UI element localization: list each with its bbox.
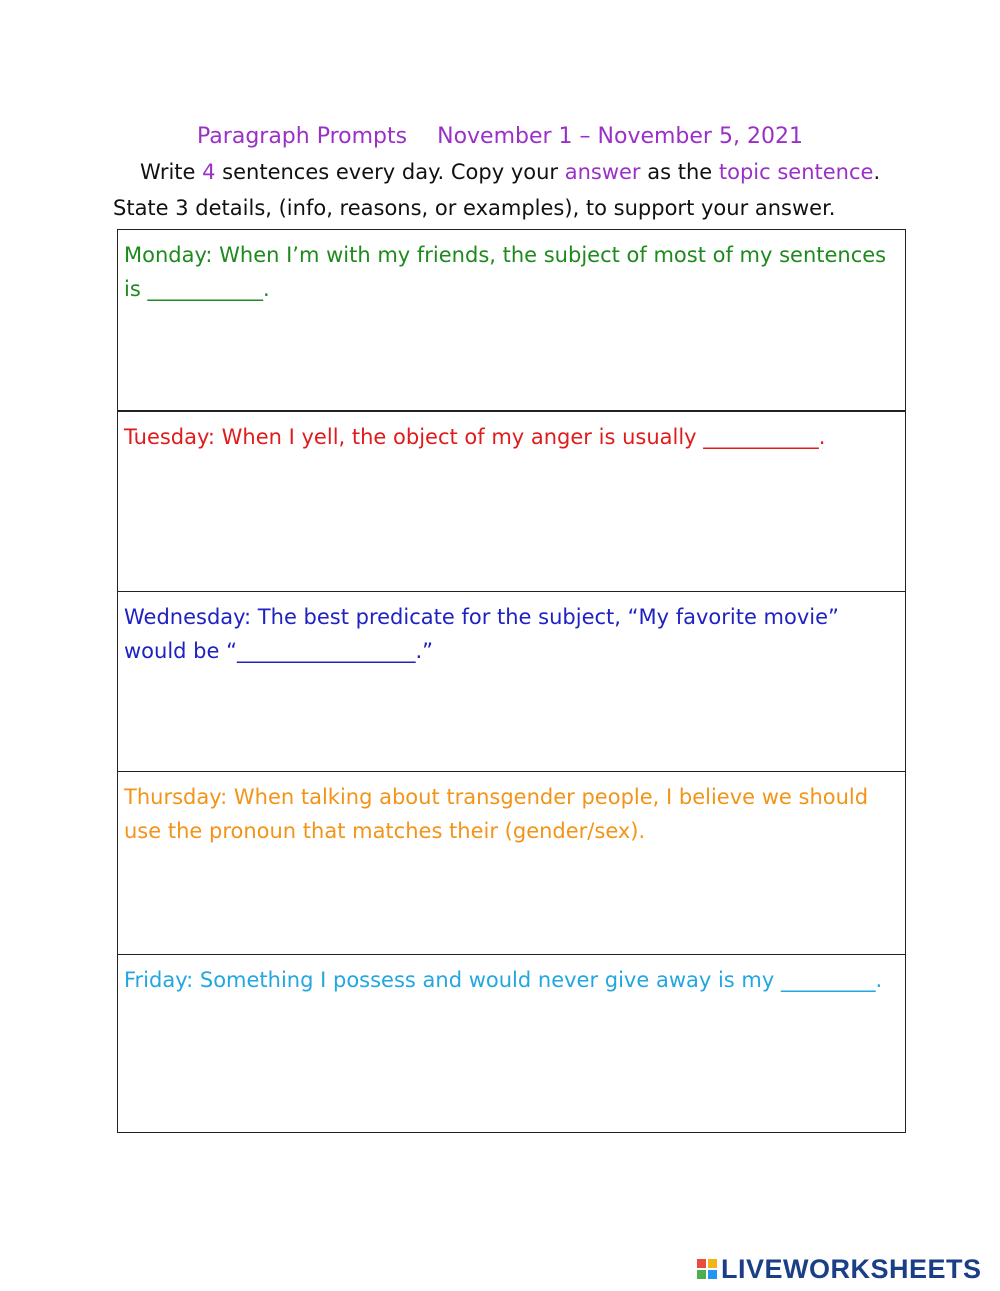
- worksheet-title: [0, 124, 1000, 149]
- instructions-line-1: Write 4 sentences every day. Copy your answer as the topic sentence.: [140, 160, 881, 184]
- title-left: Paragraph Prompts: [197, 124, 408, 149]
- answer-word: answer: [564, 160, 641, 184]
- prompt-row-friday[interactable]: [118, 955, 905, 1132]
- prompt-text-tuesday: Tuesday: When I yell, the object of my anger is usually ___________.: [124, 425, 826, 449]
- liveworksheets-logo[interactable]: [697, 1255, 982, 1283]
- prompt-text-wednesday: Wednesday: The best predicate for the subject, “My favorite movie” would be “_________________.”: [124, 605, 839, 663]
- logo-text: LIVEWORKSHEETS: [721, 1253, 982, 1284]
- prompt-row-tuesday[interactable]: [118, 412, 905, 592]
- prompt-text-monday: Monday: When I’m with my friends, the subject of most of my sentences is ___________.: [124, 243, 887, 301]
- instructions-line-2: State 3 details, (info, reasons, or examples), to support your answer.: [113, 196, 836, 220]
- prompts-table: [117, 229, 906, 1133]
- prompt-text-thursday: Thursday: When talking about transgender people, I believe we should use the pronoun that matches their (gender/sex).: [124, 785, 869, 843]
- topic-sentence-word: topic sentence: [718, 160, 874, 184]
- sentence-count: 4: [202, 160, 216, 184]
- prompt-row-monday[interactable]: [118, 230, 905, 412]
- title-date-range: November 1 – November 5, 2021: [437, 124, 803, 149]
- prompt-row-thursday[interactable]: [118, 772, 905, 955]
- prompt-row-wednesday[interactable]: [118, 592, 905, 772]
- logo-blocks-icon: [697, 1259, 717, 1279]
- prompt-text-friday: Friday: Something I possess and would never give away is my _________.: [124, 968, 883, 992]
